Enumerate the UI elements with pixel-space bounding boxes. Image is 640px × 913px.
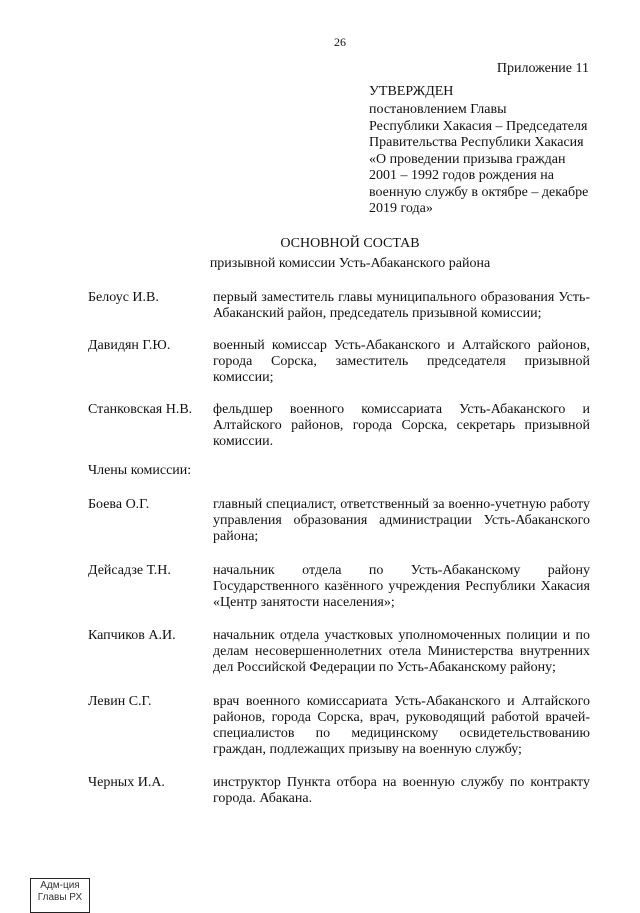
- person-role: врач военного комиссариата Усть-Абаканского и Алтайского районов, города Сорска, врач, руководящий работой врачей-специалистов по медицинскому освидетельствованию граждан, подлежащих призыву на военную службу;: [213, 694, 590, 757]
- approval-line: Правительства Республики Хакасия: [369, 135, 584, 150]
- person-role: главный специалист, ответственный за военно-учетную работу управления образования администрации Усть-Абаканского района;: [213, 497, 590, 544]
- approval-line: 2001 – 1992 годов рождения на: [369, 168, 555, 183]
- approval-line: Республики Хакасия – Председателя: [369, 118, 588, 134]
- appendix-label: Приложение 11: [496, 61, 589, 76]
- person-name: Черных И.А.: [88, 775, 165, 790]
- person-role: инструктор Пункта отбора на военную службу по контракту города. Абакана.: [213, 775, 590, 806]
- office-stamp: [30, 878, 90, 913]
- person-role: первый заместитель главы муниципального образования Усть-Абаканский район, председатель призывной комиссии;: [213, 290, 590, 321]
- page-number: 26: [334, 35, 346, 49]
- members-label: Члены комиссии:: [88, 463, 192, 478]
- document-title: ОСНОВНОЙ СОСТАВ: [280, 236, 420, 251]
- approval-line: постановлением Главы: [369, 102, 507, 117]
- approval-line: 2019 года»: [369, 201, 433, 216]
- person-role: начальник отдела по Усть-Абаканскому району Государственного казённого учреждения Республики Хакасия «Центр занятости населения»;: [213, 563, 590, 610]
- person-name: Дейсадзе Т.Н.: [88, 563, 171, 578]
- approval-block: [369, 84, 599, 218]
- person-name: Боева О.Г.: [88, 497, 150, 512]
- person-name: Белоус И.В.: [88, 290, 159, 305]
- person-name: Давидян Г.Ю.: [88, 338, 171, 353]
- person-name: Капчиков А.И.: [88, 628, 176, 643]
- person-name: Левин С.Г.: [88, 694, 152, 709]
- document-subtitle: призывной комиссии Усть-Абаканского района: [209, 256, 491, 271]
- approval-heading: УТВЕРЖДЕН: [369, 84, 454, 99]
- person-role: военный комиссар Усть-Абаканского и Алтайского районов, города Сорска, заместитель председателя призывной комиссии;: [213, 338, 590, 385]
- approval-line: военную службу в октябре – декабре: [369, 184, 589, 200]
- stamp-line: Главы РХ: [37, 892, 83, 903]
- stamp-line: Адм-ция: [40, 880, 80, 891]
- person-role: фельдшер военного комиссариата Усть-Абаканского и Алтайского районов, города Сорска, секретарь призывной комиссии.: [213, 402, 590, 449]
- person-role: начальник отдела участковых уполномоченных полиции и по делам несовершеннолетних отела Министерства внутренних дел Российской Федерации по Усть-Абаканскому району;: [213, 628, 590, 675]
- approval-line: «О проведении призыва граждан: [369, 151, 566, 167]
- person-name: Станковская Н.В.: [88, 402, 193, 417]
